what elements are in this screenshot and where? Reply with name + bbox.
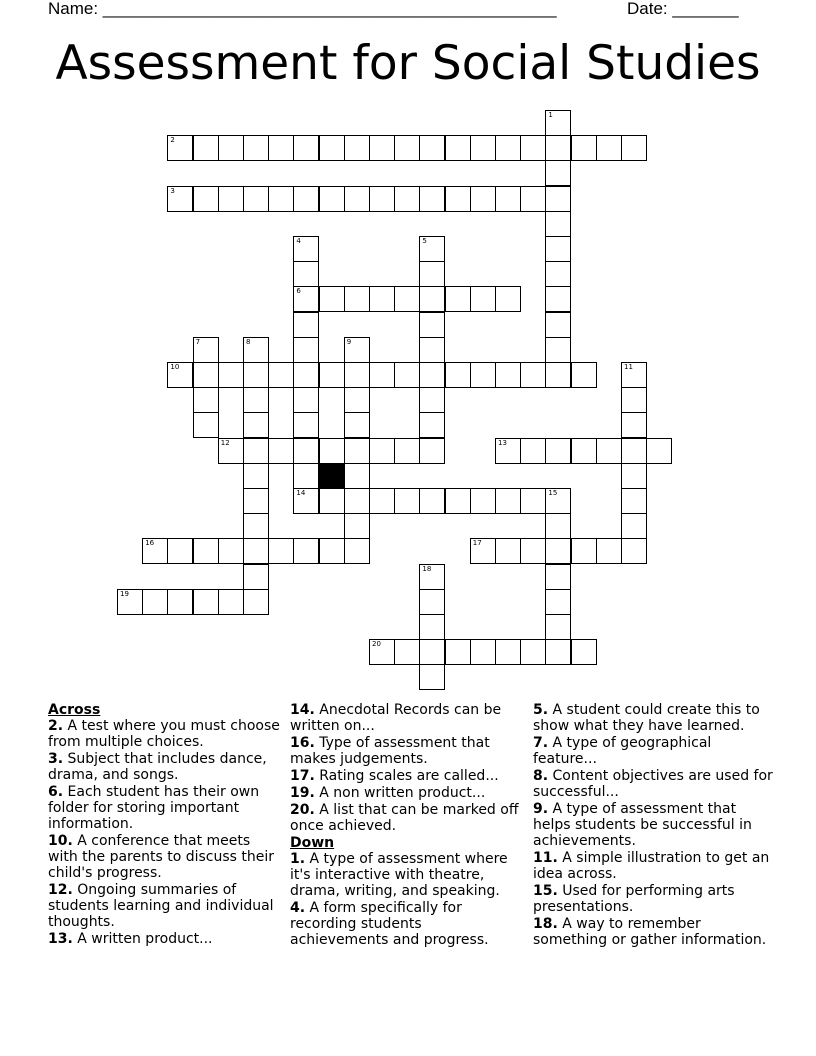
crossword-cell[interactable] (545, 639, 571, 665)
down-clue (533, 850, 773, 882)
crossword-cell[interactable] (344, 438, 370, 464)
clue-text: A type of geographical feature... (533, 735, 712, 767)
crossword-cell[interactable] (621, 387, 647, 413)
crossword-cell[interactable] (571, 135, 597, 161)
crossword-cell[interactable] (445, 639, 471, 665)
name-line: ________________________________________________ (102, 0, 557, 18)
crossword-cell[interactable] (445, 286, 471, 312)
crossword-cell[interactable] (218, 538, 244, 564)
crossword-cell[interactable] (545, 186, 571, 212)
crossword-cell[interactable] (293, 236, 319, 262)
crossword-cell[interactable] (621, 135, 647, 161)
page-title: Assessment for Social Studies (55, 36, 761, 91)
clue-number: 15. (533, 883, 558, 899)
crossword-cell[interactable] (268, 186, 294, 212)
cell-number: 18 (422, 564, 432, 573)
crossword-cell[interactable] (193, 412, 219, 438)
crossword-cell[interactable] (545, 135, 571, 161)
clue-number: 12. (48, 882, 73, 898)
crossword-cell[interactable] (545, 236, 571, 262)
down-clue (290, 851, 520, 899)
crossword-cell[interactable] (470, 362, 496, 388)
crossword-cell[interactable] (394, 135, 420, 161)
crossword-cell[interactable] (268, 538, 294, 564)
across-clue (290, 785, 520, 801)
clue-text: A non written product... (319, 785, 486, 801)
clue-text: A way to remember something or gather information. (533, 916, 767, 948)
crossword-cell[interactable] (344, 538, 370, 564)
crossword-cell[interactable] (545, 362, 571, 388)
crossword-cell[interactable] (495, 362, 521, 388)
cell-number: 5 (422, 237, 427, 245)
crossword-cell[interactable] (621, 362, 647, 388)
cell-number: 16 (145, 539, 155, 548)
crossword-cell[interactable] (495, 135, 521, 161)
crossword-cell[interactable] (243, 488, 269, 514)
crossword-cell[interactable] (218, 362, 244, 388)
crossword-cell[interactable] (243, 463, 269, 489)
crossword-cell[interactable] (344, 286, 370, 312)
crossword-cell[interactable] (419, 639, 445, 665)
crossword-cell[interactable] (193, 186, 219, 212)
crossword-cell[interactable] (319, 488, 345, 514)
crossword-cell[interactable] (419, 614, 445, 640)
crossword-cell[interactable] (545, 513, 571, 539)
crossword-cell[interactable] (419, 664, 445, 690)
date-line: _______ (672, 0, 739, 18)
crossword-cell[interactable] (167, 186, 193, 212)
crossword-cell[interactable] (167, 589, 193, 615)
crossword-cell[interactable] (344, 362, 370, 388)
crossword-cell[interactable] (293, 412, 319, 438)
clue-text: A written product... (77, 931, 213, 947)
clue-number: 9. (533, 801, 549, 817)
crossword-cell[interactable] (394, 362, 420, 388)
crossword-cell[interactable] (319, 362, 345, 388)
clue-number: 8. (533, 768, 549, 784)
crossword-cell[interactable] (596, 538, 622, 564)
crossword-cell[interactable] (319, 438, 345, 464)
crossword-cell[interactable] (293, 135, 319, 161)
crossword-cell[interactable] (470, 286, 496, 312)
crossword-cell[interactable] (142, 538, 168, 564)
crossword-cell[interactable] (495, 186, 521, 212)
crossword-cell[interactable] (167, 362, 193, 388)
crossword-cell[interactable] (369, 488, 395, 514)
crossword-cell[interactable] (344, 135, 370, 161)
crossword-cell[interactable] (545, 438, 571, 464)
down-clue (533, 916, 773, 948)
crossword-cell[interactable] (419, 135, 445, 161)
crossword-cell[interactable] (193, 135, 219, 161)
clues-column-3 (533, 702, 773, 949)
crossword-cell[interactable] (369, 639, 395, 665)
crossword-cell[interactable] (167, 538, 193, 564)
crossword-cell[interactable] (167, 135, 193, 161)
across-clue (290, 802, 520, 834)
crossword-cell[interactable] (621, 488, 647, 514)
crossword-cell[interactable] (545, 589, 571, 615)
crossword-cell[interactable] (117, 589, 143, 615)
crossword-cell[interactable] (369, 362, 395, 388)
crossword-cell[interactable] (621, 412, 647, 438)
crossword-cell[interactable] (243, 387, 269, 413)
crossword-cell[interactable] (369, 186, 395, 212)
crossword-cell[interactable] (319, 286, 345, 312)
clue-text: A type of assessment that helps students be successful in achievements. (533, 801, 752, 849)
clue-text: Type of assessment that makes judgements. (290, 735, 490, 767)
crossword-cell[interactable] (520, 538, 546, 564)
crossword-cell[interactable] (520, 135, 546, 161)
clue-text: Subject that includes dance, drama, and songs. (48, 751, 267, 783)
clue-text: A student could create this to show what they have learned. (533, 702, 760, 734)
crossword-cell[interactable] (495, 286, 521, 312)
crossword-cell[interactable] (621, 538, 647, 564)
across-clue (48, 882, 284, 930)
cell-number: 19 (120, 589, 129, 598)
crossword-cell[interactable] (470, 538, 496, 564)
crossword-cell[interactable] (243, 337, 269, 363)
crossword-black-cell (319, 463, 345, 489)
clue-text: Content objectives are used for successful... (533, 768, 773, 800)
crossword-cell[interactable] (571, 362, 597, 388)
crossword-cell[interactable] (419, 362, 445, 388)
clue-number: 4. (290, 900, 306, 916)
crossword-cell[interactable] (369, 286, 395, 312)
crossword-cell[interactable] (470, 639, 496, 665)
crossword-cell[interactable] (445, 186, 471, 212)
across-clue (48, 718, 284, 750)
crossword-cell[interactable] (293, 261, 319, 287)
down-clue (533, 801, 773, 849)
date-label: Date: (627, 0, 673, 18)
crossword-cell[interactable] (419, 337, 445, 363)
crossword-cell[interactable] (545, 312, 571, 338)
crossword-cell[interactable] (470, 135, 496, 161)
crossword-cell[interactable] (419, 412, 445, 438)
clue-text: Rating scales are called... (319, 768, 499, 784)
crossword-cell[interactable] (218, 438, 244, 464)
crossword-cell[interactable] (520, 438, 546, 464)
cell-number: 12 (220, 438, 230, 447)
name-label: Name: (48, 0, 103, 18)
down-clue (533, 702, 773, 734)
crossword-cell[interactable] (419, 186, 445, 212)
across-clue (290, 735, 520, 767)
crossword-cell[interactable] (293, 312, 319, 338)
crossword-cell[interactable] (293, 463, 319, 489)
clue-number: 2. (48, 718, 64, 734)
crossword-cell[interactable] (445, 135, 471, 161)
clue-number: 19. (290, 785, 315, 801)
crossword-cell[interactable] (293, 538, 319, 564)
crossword-cell[interactable] (495, 488, 521, 514)
cell-number: 20 (372, 640, 381, 649)
crossword-cell[interactable] (571, 639, 597, 665)
clue-number: 18. (533, 916, 558, 932)
clue-number: 1. (290, 851, 306, 867)
crossword-cell[interactable] (344, 488, 370, 514)
crossword-cell[interactable] (419, 589, 445, 615)
clue-text: A type of assessment where it's interactive with theatre, drama, writing, and speaking. (290, 851, 508, 899)
crossword-cell[interactable] (571, 538, 597, 564)
crossword-cell[interactable] (419, 438, 445, 464)
crossword-cell[interactable] (268, 135, 294, 161)
cell-number: 11 (624, 363, 633, 371)
crossword-cell[interactable] (545, 160, 571, 186)
crossword-cell[interactable] (394, 639, 420, 665)
crossword-cell[interactable] (319, 186, 345, 212)
crossword-cell[interactable] (293, 286, 319, 312)
clue-number: 13. (48, 931, 73, 947)
clue-number: 3. (48, 751, 64, 767)
cell-number: 8 (246, 337, 251, 346)
crossword-cell[interactable] (419, 564, 445, 590)
crossword-cell[interactable] (344, 387, 370, 413)
clue-number: 14. (290, 702, 315, 718)
across-clue (48, 751, 284, 783)
cell-number: 17 (472, 539, 482, 548)
crossword-cell[interactable] (621, 463, 647, 489)
crossword-cell[interactable] (646, 438, 672, 464)
crossword-cell[interactable] (344, 186, 370, 212)
crossword-cell[interactable] (369, 135, 395, 161)
crossword-cell[interactable] (243, 564, 269, 590)
down-clue (533, 883, 773, 915)
crossword-cell[interactable] (495, 438, 521, 464)
cell-number: 1 (548, 111, 553, 119)
clue-number: 17. (290, 768, 315, 784)
cell-number: 6 (296, 287, 301, 296)
clue-number: 11. (533, 850, 558, 866)
clues-column-1 (48, 702, 284, 948)
crossword-cell[interactable] (344, 412, 370, 438)
across-clue (48, 833, 284, 881)
crossword-cell[interactable] (243, 589, 269, 615)
cell-number: 7 (195, 337, 201, 346)
crossword-cell[interactable] (445, 488, 471, 514)
crossword-cell[interactable] (520, 639, 546, 665)
clue-text: A conference that meets with the parents to discuss their child's progress. (48, 833, 275, 881)
crossword-cell[interactable] (470, 488, 496, 514)
crossword-cell[interactable] (243, 538, 269, 564)
across-clue (48, 931, 284, 947)
cell-number: 10 (170, 363, 180, 371)
crossword-cell[interactable] (545, 488, 571, 514)
crossword-cell[interactable] (268, 362, 294, 388)
crossword-cell[interactable] (419, 261, 445, 287)
crossword-cell[interactable] (243, 135, 269, 161)
crossword-cell[interactable] (419, 286, 445, 312)
down-clue (290, 900, 520, 948)
clue-text: A test where you must choose from multiple choices. (48, 718, 280, 750)
cell-number: 4 (296, 237, 301, 245)
crossword-cell[interactable] (419, 312, 445, 338)
crossword-cell[interactable] (243, 513, 269, 539)
across-clue (48, 784, 284, 832)
crossword-cell[interactable] (545, 538, 571, 564)
crossword-cell[interactable] (621, 438, 647, 464)
clue-text: A form specifically for recording students achievements and progress. (290, 900, 489, 948)
clue-text: A simple illustration to get an idea across. (533, 850, 770, 882)
crossword-cell[interactable] (218, 135, 244, 161)
crossword-cell[interactable] (419, 236, 445, 262)
clue-number: 5. (533, 702, 549, 718)
crossword-cell[interactable] (545, 614, 571, 640)
crossword-cell[interactable] (596, 438, 622, 464)
across-clue (290, 768, 520, 784)
cell-number: 2 (170, 136, 175, 145)
clue-text: Used for performing arts presentations. (533, 883, 735, 915)
crossword-cell[interactable] (545, 337, 571, 363)
crossword-cell[interactable] (293, 362, 319, 388)
crossword-cell[interactable] (621, 513, 647, 539)
crossword-cell[interactable] (545, 211, 571, 237)
crossword-cell[interactable] (545, 286, 571, 312)
crossword-cell[interactable] (193, 589, 219, 615)
clue-text: Each student has their own folder for storing important information. (48, 784, 260, 832)
clue-text: Ongoing summaries of students learning and individual thoughts. (48, 882, 274, 930)
crossword-cell[interactable] (419, 488, 445, 514)
crossword-cell[interactable] (394, 488, 420, 514)
crossword-cell[interactable] (243, 186, 269, 212)
clues-column-2 (290, 702, 520, 949)
crossword-cell[interactable] (319, 538, 345, 564)
crossword-cell[interactable] (445, 362, 471, 388)
crossword-cell[interactable] (520, 362, 546, 388)
crossword-cell[interactable] (545, 110, 571, 136)
crossword-cell[interactable] (571, 438, 597, 464)
crossword-cell[interactable] (193, 387, 219, 413)
crossword-cell[interactable] (293, 337, 319, 363)
crossword-cell[interactable] (319, 135, 345, 161)
cell-number: 9 (346, 337, 352, 346)
crossword-cell[interactable] (596, 135, 622, 161)
crossword-cell[interactable] (243, 412, 269, 438)
across-heading: Across (48, 702, 101, 718)
clue-text: Anecdotal Records can be written on... (290, 702, 502, 734)
crossword-cell[interactable] (243, 362, 269, 388)
crossword-cell[interactable] (545, 564, 571, 590)
crossword-cell[interactable] (193, 538, 219, 564)
crossword-cell[interactable] (344, 463, 370, 489)
crossword-cell[interactable] (520, 186, 546, 212)
crossword-cell[interactable] (369, 438, 395, 464)
across-clue (290, 702, 520, 734)
crossword-cell[interactable] (495, 538, 521, 564)
crossword-cell[interactable] (394, 438, 420, 464)
crossword-cell[interactable] (218, 186, 244, 212)
crossword-cell[interactable] (344, 337, 370, 363)
crossword-cell[interactable] (293, 387, 319, 413)
cell-number: 13 (498, 438, 507, 447)
cell-number: 15 (548, 489, 558, 497)
clue-number: 6. (48, 784, 64, 800)
crossword-cell[interactable] (293, 438, 319, 464)
cell-number: 3 (170, 186, 175, 195)
clue-text: A list that can be marked off once achieved. (290, 802, 519, 834)
crossword-cell[interactable] (293, 488, 319, 514)
crossword-cell[interactable] (344, 513, 370, 539)
crossword-cell[interactable] (394, 186, 420, 212)
down-clue (533, 735, 773, 767)
down-heading: Down (290, 835, 335, 851)
crossword-cell[interactable] (394, 286, 420, 312)
down-clue (533, 768, 773, 800)
crossword-cell[interactable] (520, 488, 546, 514)
crossword-cell[interactable] (193, 362, 219, 388)
clue-number: 16. (290, 735, 315, 751)
crossword-cell[interactable] (218, 589, 244, 615)
crossword-cell[interactable] (268, 438, 294, 464)
clue-number: 7. (533, 735, 549, 751)
crossword-cell[interactable] (495, 639, 521, 665)
clue-number: 10. (48, 833, 73, 849)
clue-number: 20. (290, 802, 315, 818)
crossword-cell[interactable] (142, 589, 168, 615)
crossword-cell[interactable] (193, 337, 219, 363)
crossword-cell[interactable] (243, 438, 269, 464)
crossword-cell[interactable] (293, 186, 319, 212)
crossword-cell[interactable] (419, 387, 445, 413)
crossword-cell[interactable] (545, 261, 571, 287)
crossword-cell[interactable] (470, 186, 496, 212)
cell-number: 14 (296, 489, 306, 497)
